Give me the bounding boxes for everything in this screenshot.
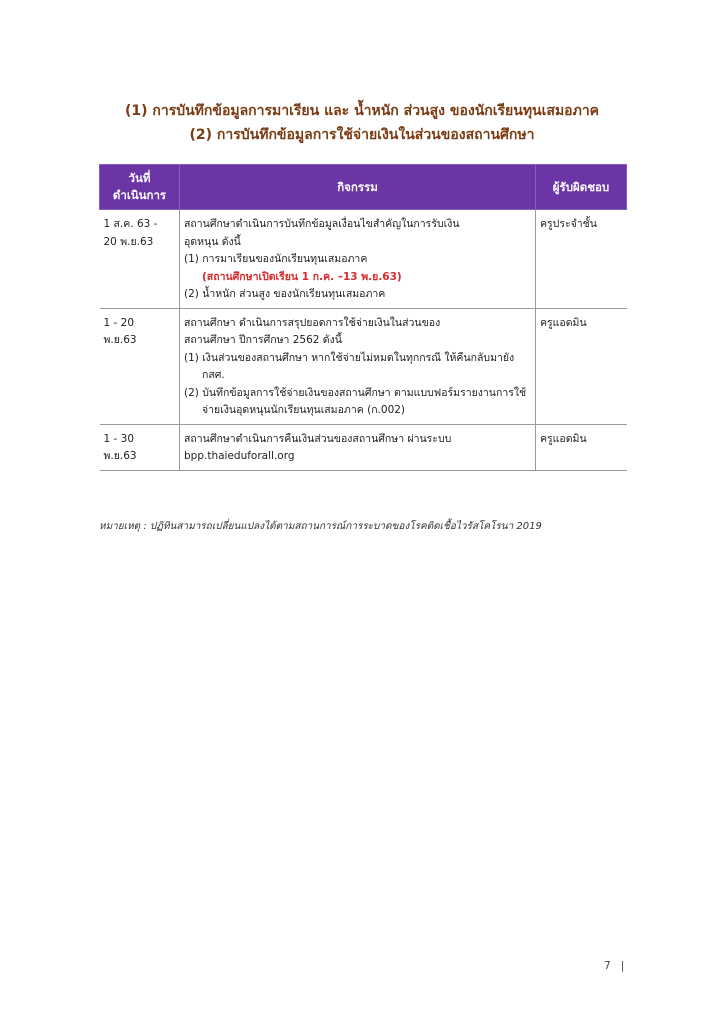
table-row: [100, 424, 627, 470]
activity-intro: สถานศึกษาดำเนินการคืนเงินส่วนของสถานศึกษา ผ่านระบบ: [184, 432, 452, 445]
page-separator: |: [620, 960, 625, 972]
footnote: หมายเหตุ : ปฏิทินสามารถเปลี่ยนแปลงได้ตามสถานการณ์การระบาดของโรคติดเชื้อไวรัสโคโรนา 2019: [99, 521, 542, 532]
header-date: [100, 165, 180, 210]
activity-item: (1) การมาเรียนของนักเรียนทุนเสมอภาค: [184, 253, 368, 265]
activity-item: (1) เงินส่วนของสถานศึกษา หากใช้จ่ายไม่หมดในทุกกรณี ให้คืนกลับมายัง กสศ.: [184, 351, 515, 381]
activity-intro: สถานศึกษา ปีการศึกษา 2562 ดังนี้: [184, 334, 342, 346]
page-number: 7: [604, 960, 611, 972]
page-titles: [0, 99, 724, 147]
header-date-line1: วันที่: [128, 171, 151, 185]
activity-link: bpp.thaieduforall.org: [184, 450, 295, 462]
date-line: 1 - 30: [103, 432, 135, 445]
title-line-2: (2) การบันทึกข้อมูลการใช้จ่ายเงินในส่วนของสถานศึกษา: [189, 127, 535, 143]
row-date: [100, 424, 180, 470]
page-footer: [604, 960, 624, 972]
row-responsible: ครูประจำชั้น: [536, 210, 627, 309]
row-activity: [180, 308, 536, 424]
date-line: 1 - 20: [103, 316, 135, 329]
header-date-line2: ดำเนินการ: [112, 188, 167, 202]
header-activity: กิจกรรม: [180, 165, 536, 210]
date-line: 1 ส.ค. 63 -: [103, 218, 158, 230]
date-line: พ.ย.63: [103, 450, 137, 462]
title-line-1: (1) การบันทึกข้อมูลการมาเรียน และ น้ำหนัก ส่วนสูง ของนักเรียนทุนเสมอภาค: [124, 103, 600, 119]
activity-item: (2) บันทึกข้อมูลการใช้จ่ายเงินของสถานศึกษา ตามแบบฟอร์มรายงานการใช้จ่ายเงินอุดหนุนนักเรียนทุนเสมอภาค (ก.002): [184, 386, 527, 416]
table-row: [100, 308, 627, 424]
schedule-table: [99, 164, 627, 471]
table-row: [100, 210, 627, 309]
activity-intro: สถานศึกษาดำเนินการบันทึกข้อมูลเงื่อนไขสำคัญในการรับเงิน: [184, 218, 460, 230]
table-header-row: [100, 165, 627, 210]
row-date: [100, 210, 180, 309]
header-responsible: ผู้รับผิดชอบ: [536, 165, 627, 210]
row-responsible: ครูแอดมิน: [536, 424, 627, 470]
activity-intro: อุดหนุน ดังนี้: [184, 235, 241, 248]
row-activity: [180, 424, 536, 470]
date-line: พ.ย.63: [103, 334, 137, 346]
activity-intro: สถานศึกษา ดำเนินการสรุปยอดการใช้จ่ายเงินในส่วนของ: [184, 316, 441, 329]
row-responsible: ครูแอดมิน: [536, 308, 627, 424]
activity-item-note: (สถานศึกษาเปิดเรียน 1 ก.ค. –13 พ.ย.63): [202, 270, 402, 283]
row-date: [100, 308, 180, 424]
row-activity: [180, 210, 536, 309]
activity-item: (2) น้ำหนัก ส่วนสูง ของนักเรียนทุนเสมอภาค: [184, 288, 386, 300]
date-line: 20 พ.ย.63: [103, 235, 154, 248]
